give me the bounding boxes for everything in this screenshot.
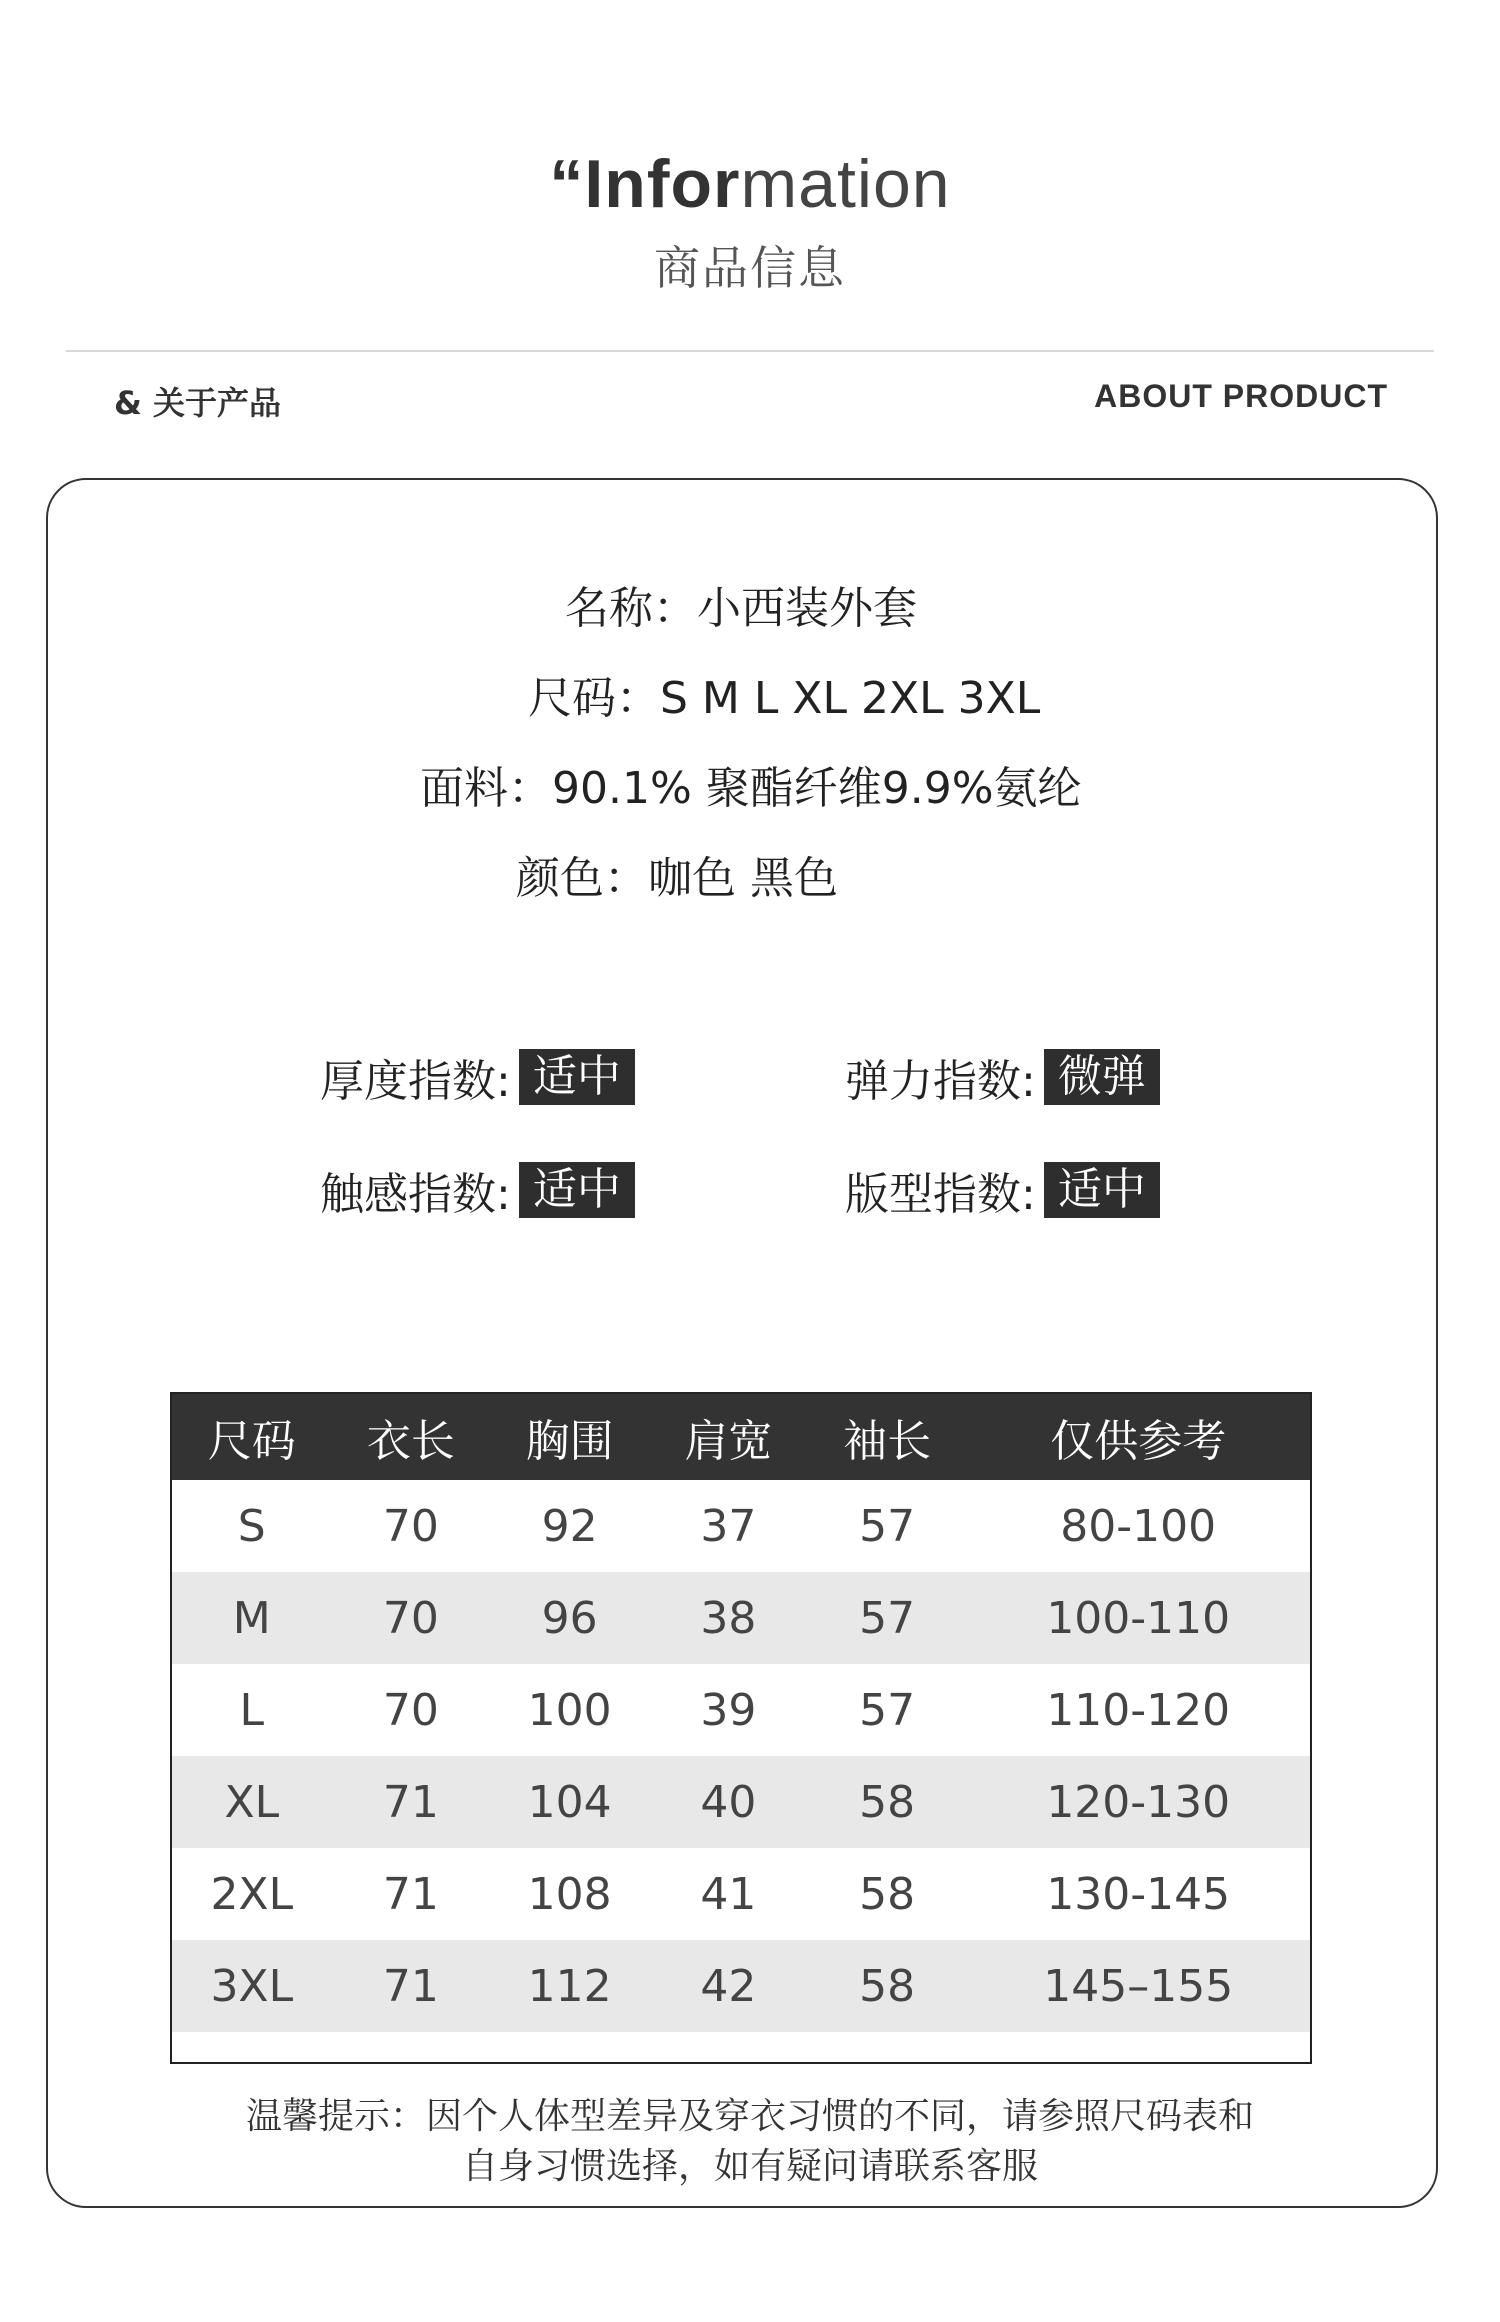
table-bottom-spacer [171,2032,1311,2063]
table-cell: 3XL [171,1940,332,2032]
table-cell: 70 [382,1500,439,1552]
index-thickness [320,1045,635,1109]
index-label: 弹力指数: [845,1056,1036,1107]
table-cell: 42 [649,1940,808,2032]
index-value: 适中 [519,1162,635,1218]
table-cell: 2XL [210,1868,294,1920]
table-cell: 70 [332,1572,491,1664]
header-cell: 肩宽 [649,1393,808,1480]
table-cell: S [237,1500,266,1552]
section-label-cn: & 关于产品 [114,384,282,422]
index-value: 微弹 [1044,1049,1160,1105]
table-cell: 40 [649,1756,808,1848]
header-cell: 衣长 [332,1393,491,1480]
table-cell: 71 [382,1868,439,1920]
product-color: 颜色：咖色 黑色 [516,853,838,904]
table-cell: L [239,1684,265,1736]
table-row [171,1664,1311,1756]
header-divider [66,350,1434,352]
header-cell: 袖长 [808,1393,967,1480]
index-elasticity [845,1045,1160,1109]
table-cell: 130-145 [1046,1868,1231,1920]
table-cell: 70 [382,1684,439,1736]
table-cell: 96 [490,1572,649,1664]
table-row [171,1940,1311,2032]
header-cell: 仅供参考 [966,1393,1311,1480]
table-cell: 57 [808,1572,967,1664]
header-cell: 胸围 [490,1393,649,1480]
index-label: 触感指数: [320,1169,511,1220]
table-cell: 71 [332,1940,491,2032]
table-cell: 100 [527,1684,612,1736]
title-en-bold: “Infor [549,146,741,222]
table-cell: 58 [808,1756,967,1848]
table-row [171,1756,1311,1848]
tip-line-1: 温馨提示：因个人体型差异及穿衣习惯的不同，请参照尺码表和 [245,2096,1254,2137]
table-row [171,1848,1311,1940]
table-cell: 110-120 [1046,1684,1231,1736]
table-cell: 38 [649,1572,808,1664]
table-row [171,1572,1311,1664]
size-table [170,1392,1312,2064]
table-cell: 104 [490,1756,649,1848]
table-cell: 120-130 [966,1756,1311,1848]
page-title-en [0,145,1500,223]
table-cell: 80-100 [1060,1500,1217,1552]
table-cell: M [171,1572,332,1664]
page-title-cn: 商品信息 [654,241,846,295]
table-cell: 58 [859,1868,916,1920]
index-value: 适中 [519,1049,635,1105]
table-cell: 41 [700,1868,757,1920]
table-cell: 39 [700,1684,757,1736]
table-cell: 100-110 [966,1572,1311,1664]
table-cell: 58 [808,1940,967,2032]
table-cell: 108 [527,1868,612,1920]
product-size: 尺码：S M L XL 2XL 3XL [528,673,1041,724]
product-fabric: 面料：90.1% 聚酯纤维9.9%氨纶 [420,763,1082,814]
index-value: 适中 [1044,1162,1160,1218]
section-label-en: ABOUT PRODUCT [1094,378,1388,414]
header-cell: 尺码 [171,1393,332,1480]
table-cell: 57 [859,1500,916,1552]
index-touch [320,1158,635,1222]
table-cell: 112 [490,1940,649,2032]
title-en-light: mation [740,146,951,222]
index-label: 版型指数: [845,1169,1036,1220]
table-cell: 145–155 [966,1940,1311,2032]
table-cell: 92 [541,1500,598,1552]
product-name: 名称：小西装外套 [565,583,917,634]
index-fit [845,1158,1160,1222]
index-label: 厚度指数: [320,1056,511,1107]
tip-line-2: 自身习惯选择，如有疑问请联系客服 [461,2146,1038,2187]
table-cell: 37 [700,1500,757,1552]
table-cell: 71 [332,1756,491,1848]
size-table-header [171,1393,1311,1480]
table-row [171,1480,1311,1572]
table-cell: 57 [859,1684,916,1736]
table-cell: XL [171,1756,332,1848]
